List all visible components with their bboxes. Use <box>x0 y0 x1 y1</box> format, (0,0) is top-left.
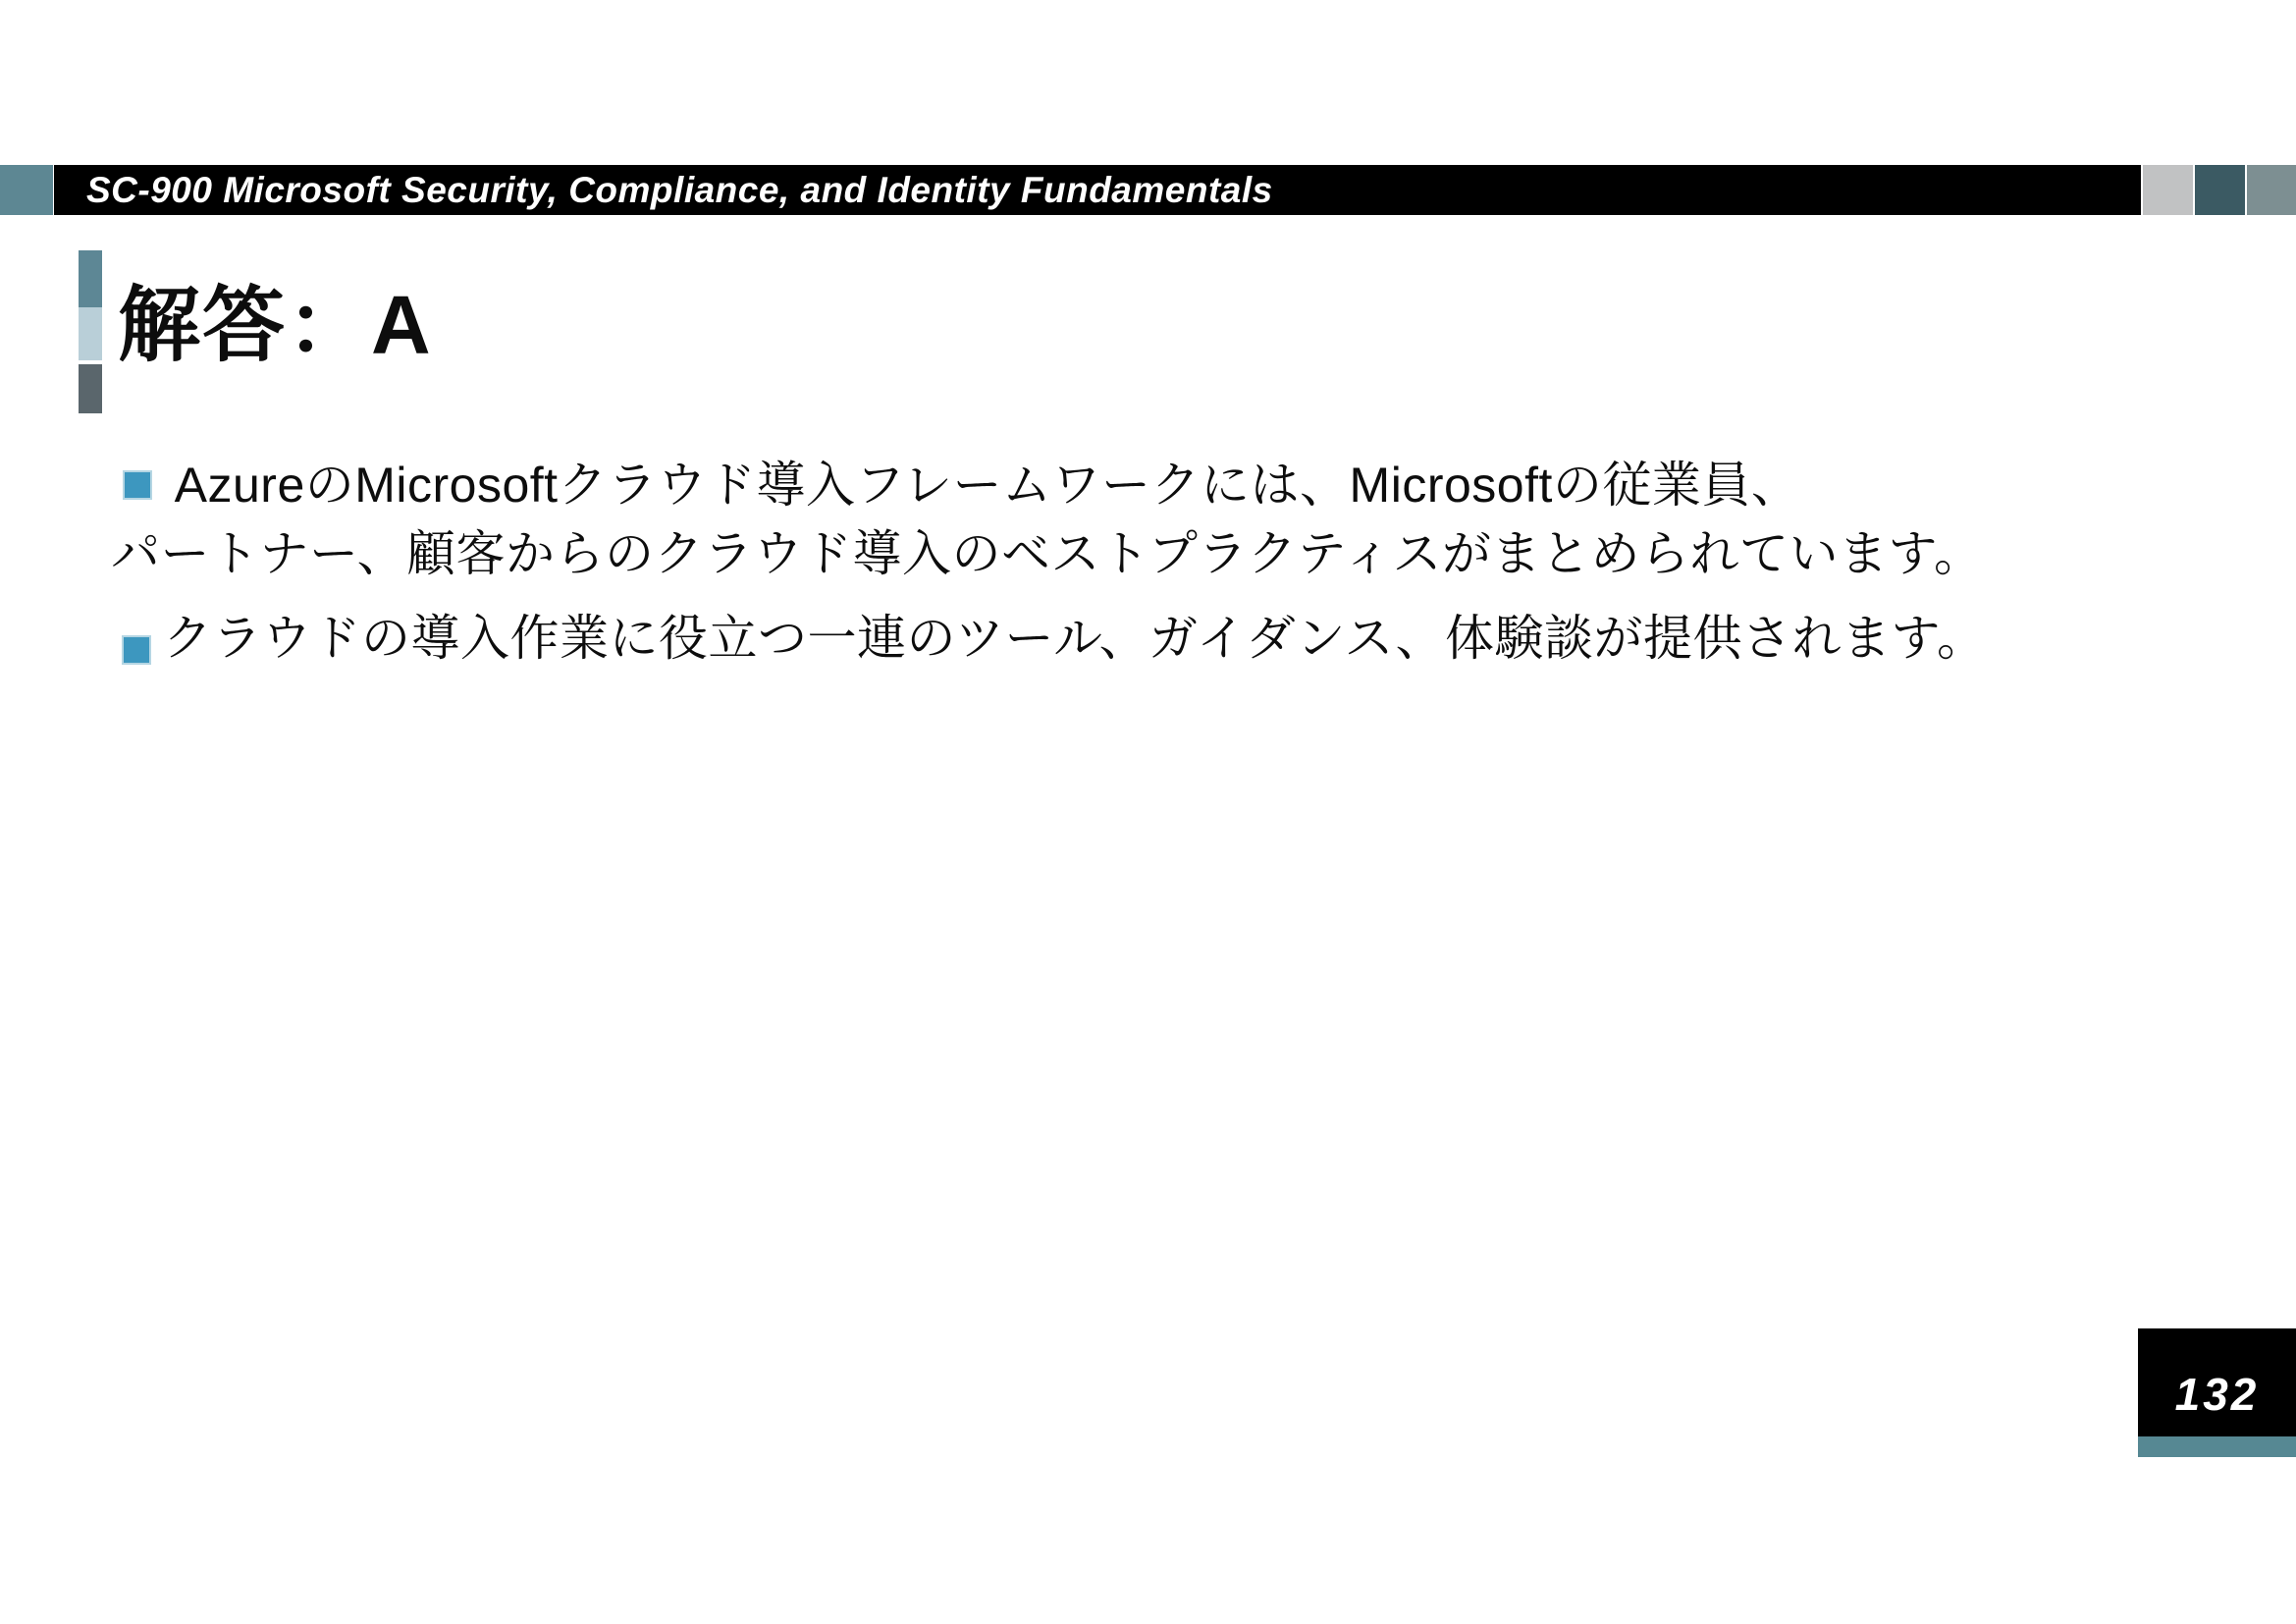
title-accent-bar-dark-gray <box>79 364 102 413</box>
header-accent-square-gray <box>2143 165 2193 215</box>
page-number: 132 <box>2174 1369 2260 1420</box>
course-title: SC-900 Microsoft Security, Compliance, and Identity Fundamentals <box>86 169 1273 210</box>
header-accent-square-gray-teal <box>2247 165 2296 215</box>
title-accent-bar-teal <box>79 250 102 307</box>
bullet-1-line-1: AzureのMicrosoftクラウド導入フレームワークには、Microsoftの従業員、 <box>163 458 1801 513</box>
header-accent-left-square <box>0 165 53 215</box>
header-accent-square-dark-teal <box>2195 165 2245 215</box>
slide-title: 解答：A <box>118 279 433 371</box>
bullet-2-line-1: クラウドの導入作業に役立つ一連のツール、ガイダンス、体験談が提供されます。 <box>163 611 1987 666</box>
bullet-marker-icon <box>122 635 151 665</box>
page-number-box <box>2138 1328 2296 1436</box>
bullet-marker-icon <box>123 470 152 500</box>
page-number-accent-bar <box>2138 1436 2296 1457</box>
header-bar <box>54 165 2141 215</box>
bullet-1-line-2: パートナー、顧客からのクラウド導入のベストプラクティスがまとめられています。 <box>111 526 1984 581</box>
title-accent-bar-light-blue <box>79 307 102 360</box>
